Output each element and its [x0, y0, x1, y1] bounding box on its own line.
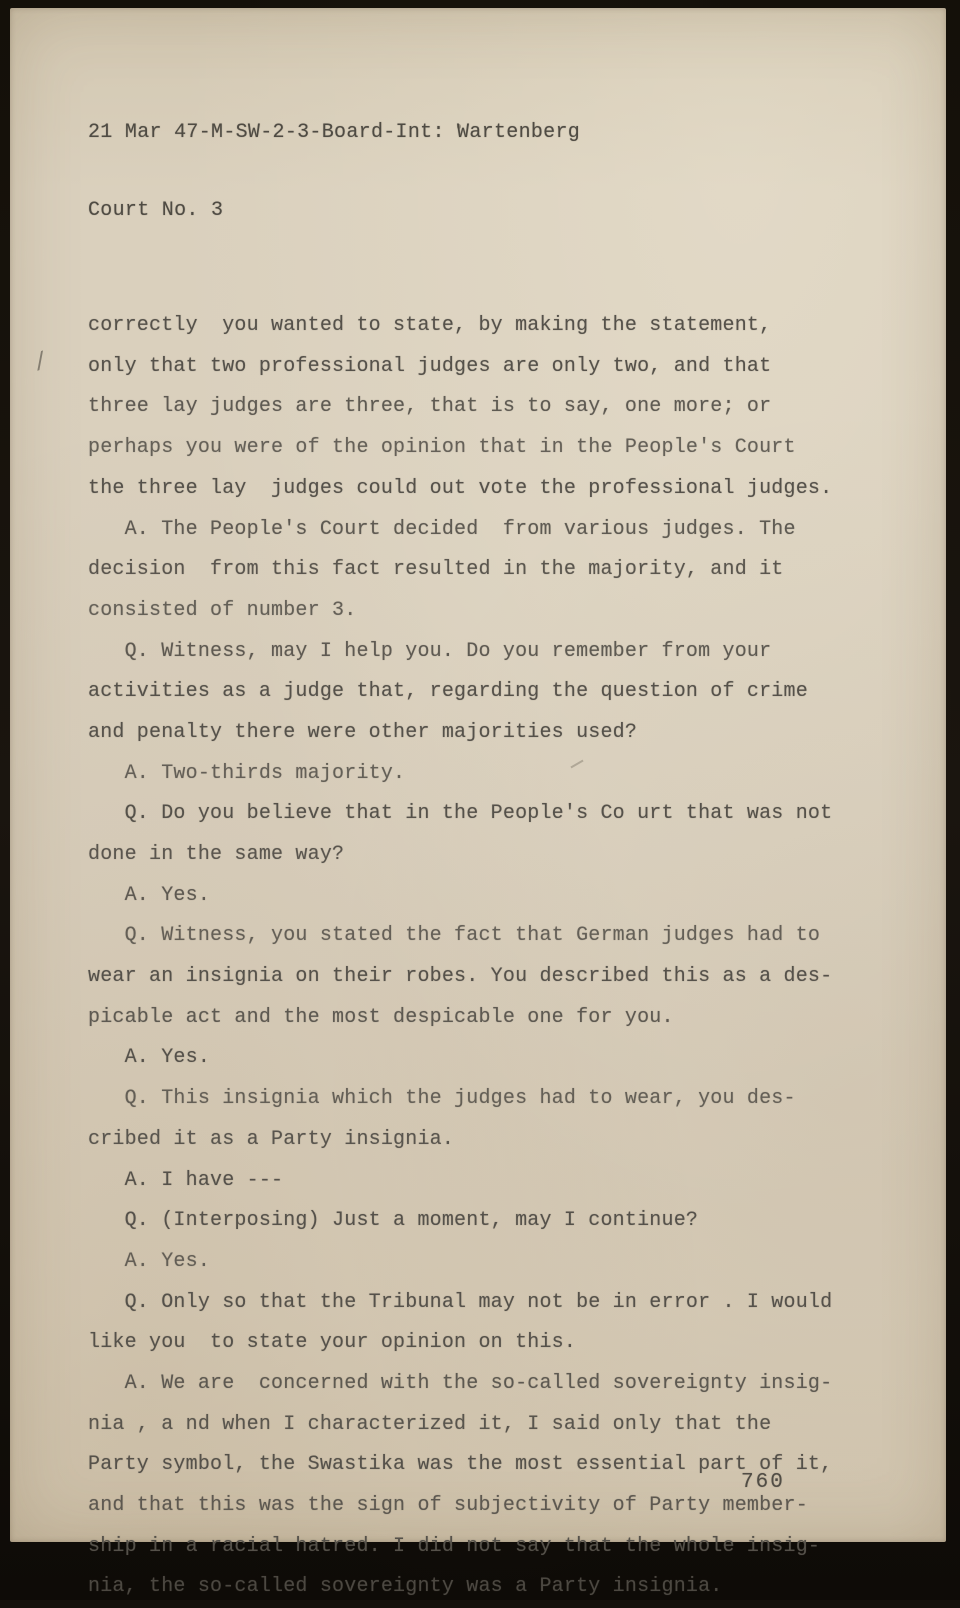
transcript-line: three lay judges are three, that is to say, one more; or: [88, 387, 926, 428]
transcript-line: and that this was the sign of subjectivity of Party member-: [88, 1486, 926, 1527]
transcript-line: A. Yes.: [88, 1038, 926, 1079]
transcript-line: activities as a judge that, regarding the question of crime: [88, 672, 926, 713]
transcript-line: A. Yes.: [88, 876, 926, 917]
transcript-line: Q. Only so that the Tribunal may not be in error . I would: [88, 1283, 926, 1324]
transcript-line: nia, the so-called sovereignty was a Party insignia.: [88, 1567, 926, 1608]
transcript-line: A. The People's Court decided from various judges. The: [88, 510, 926, 551]
transcript-line: picable act and the most despicable one for you.: [88, 998, 926, 1039]
transcript-line: done in the same way?: [88, 835, 926, 876]
transcript-line: consisted of number 3.: [88, 591, 926, 632]
transcript-line: nia , a nd when I characterized it, I said only that the: [88, 1405, 926, 1446]
header-case-line: 21 Mar 47-M-SW-2-3-Board-Int: Wartenberg: [88, 120, 580, 146]
transcript-line: ship in a racial hatred. I did not say that the whole insig-: [88, 1527, 926, 1568]
transcript-line: A. I have ---: [88, 1161, 926, 1202]
transcript-line: decision from this fact resulted in the majority, and it: [88, 550, 926, 591]
transcript-line: the three lay judges could out vote the professional judges.: [88, 469, 926, 510]
paper-speck: [457, 124, 461, 129]
transcript-line: Q. (Interposing) Just a moment, may I continue?: [88, 1201, 926, 1242]
transcript-line: correctly you wanted to state, by making the statement,: [88, 306, 926, 347]
transcript-line: wear an insignia on their robes. You described this as a des-: [88, 957, 926, 998]
stray-pen-mark: /: [30, 348, 52, 378]
transcript-line: perhaps you were of the opinion that in the People's Court: [88, 428, 926, 469]
page-number: 760: [741, 1471, 785, 1494]
transcript-line: and penalty there were other majorities used?: [88, 713, 926, 754]
document-page: [10, 8, 946, 1542]
transcript-line: only that two professional judges are only two, and that: [88, 347, 926, 388]
transcript-line: Q. This insignia which the judges had to wear, you des-: [88, 1079, 926, 1120]
header-court-line: Court No. 3: [88, 198, 580, 224]
transcript-line: A. Yes.: [88, 1242, 926, 1283]
transcript-line: cribed it as a Party insignia.: [88, 1120, 926, 1161]
transcript-line: Q. Witness, you stated the fact that German judges had to: [88, 916, 926, 957]
transcript-line: Q. Do you believe that in the People's Co urt that was not: [88, 794, 926, 835]
transcript-line: A. We are concerned with the so-called sovereignty insig-: [88, 1364, 926, 1405]
transcript-line: Q. Witness, may I help you. Do you remember from your: [88, 632, 926, 673]
transcript-body: [88, 184, 926, 1608]
transcript-line: A. Two-thirds majority.: [88, 754, 926, 795]
transcript-line: like you to state your opinion on this.: [88, 1323, 926, 1364]
transcript-line: Party symbol, the Swastika was the most essential part of it,: [88, 1445, 926, 1486]
